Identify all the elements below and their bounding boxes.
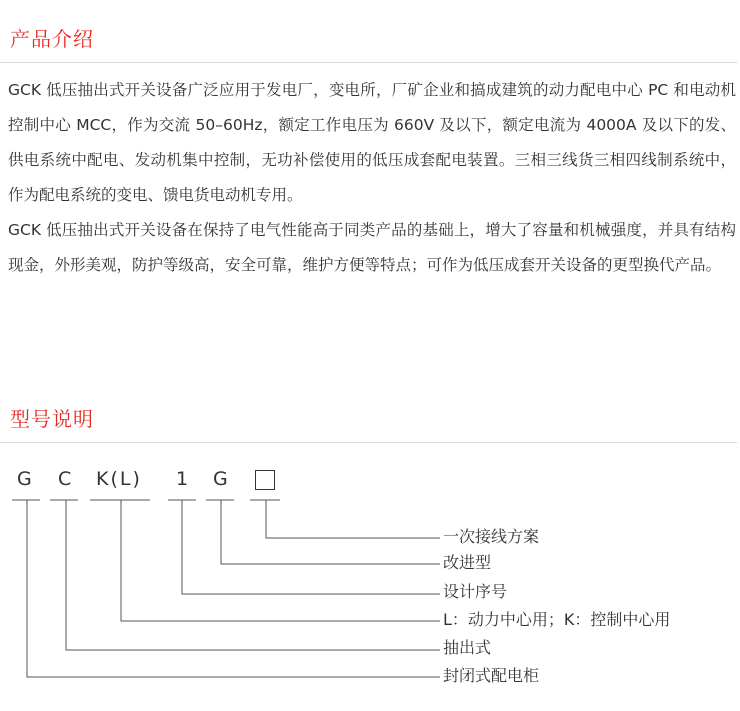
legend-drawout: 抽出式 [443,638,492,657]
code-char-1: 1 [176,468,191,490]
intro-paragraph-2: GCK 低压抽出式开关设备在保持了电气性能高于同类产品的基础上，增大了容量和机械强度，并具有结构现金，外形美观，防护等级高，安全可靠，维护方便等特点；可作为低压成套开关设备的更型换代产品。 [8,221,736,274]
intro-paragraph-1: GCK 低压抽出式开关设备广泛应用于发电厂，变电所，厂矿企业和搞成建筑的动力配电中心 PC 和电动机控制中心 MCC，作为交流 50–60Hz，额定工作电压为 660V 及以下，额定电流为 4000A 及以下的发、供电系统中配电、发动机集中控制，无功补偿使用的低压成套配电装置。三相三线货三相四线制系统中，作为配电系统的变电、馈电货电动机专用。 [8,81,736,204]
legend-design-number: 设计序号 [443,582,508,601]
legend-wiring-scheme: 一次接线方案 [443,527,540,546]
legend-improved: 改进型 [443,553,492,572]
code-char-c: C [58,468,74,490]
model-section-title: 型号说明 [10,407,94,431]
connector-5 [66,500,440,650]
intro-section-title: 产品介绍 [10,27,94,51]
legend-enclosed-cabinet: 封闭式配电柜 [443,666,540,685]
legend-center-type: L：动力中心用；K：控制中心用 [443,610,671,629]
connector-4 [121,500,440,621]
code-char-kl: K(L) [96,468,142,490]
code-char-g1: G [17,468,34,490]
connector-2 [221,500,440,564]
code-char-g2: G [213,468,230,490]
connector-1 [266,500,440,538]
